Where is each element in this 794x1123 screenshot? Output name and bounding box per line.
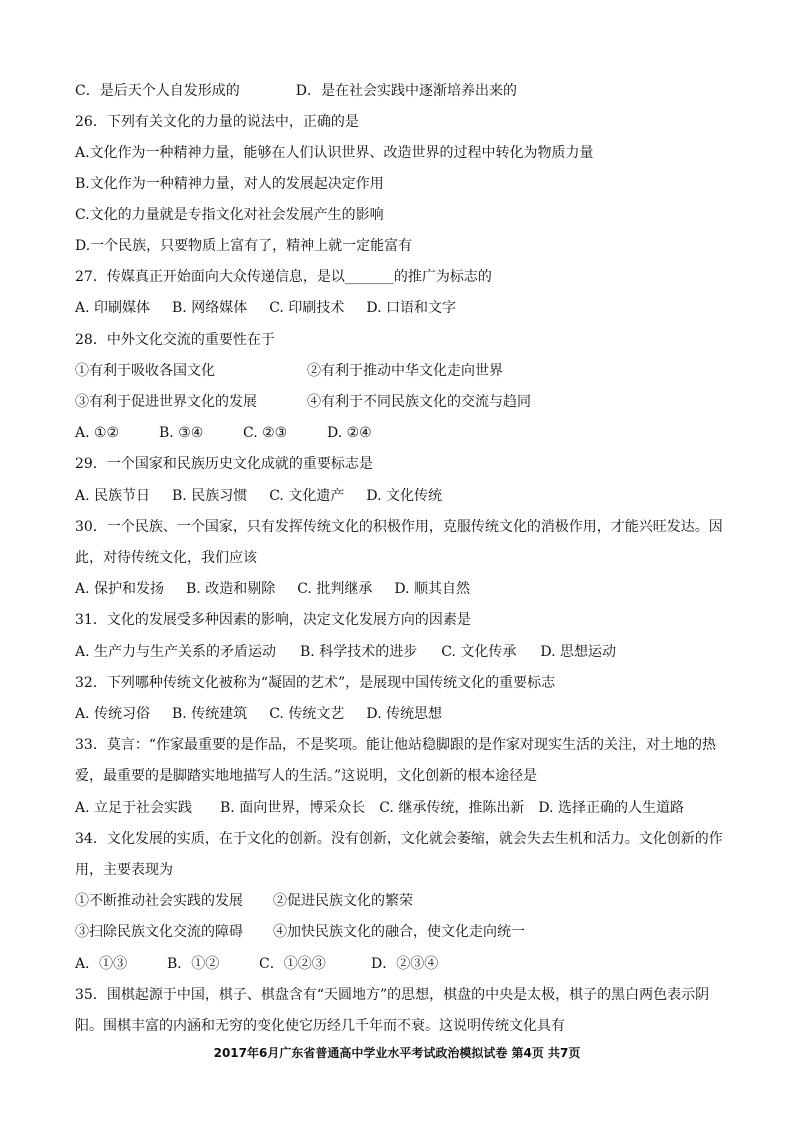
- question-34: 34．文化发展的实质，在于文化的创新。没有创新，文化就会萎缩，就会失去生机和活力。文化创新的作: [75, 831, 723, 847]
- statement-1: ①有利于吸收各国文化: [75, 363, 215, 379]
- option-d: D. 口语和文字: [366, 300, 456, 316]
- question-33: 33．莫言：“作家最重要的是作品，不是奖项。能让他站稳脚跟的是作家对现实生活的关注，对土地的热: [75, 737, 716, 753]
- statement-2: ②促进民族文化的繁荣: [273, 893, 413, 909]
- option-c: C. ②③: [243, 425, 288, 441]
- option-d: D. 传统思想: [366, 706, 442, 722]
- option-d: D．②③④: [371, 956, 439, 972]
- question-28: 28．中外文化交流的重要性在于: [75, 332, 275, 348]
- option-a: A. 保护和发扬: [75, 581, 165, 597]
- option-b: B. 科学技术的进步: [300, 644, 418, 660]
- option-c: C．是后天个人自发形成的: [75, 83, 240, 99]
- option-a: A. 立足于社会实践: [75, 800, 193, 816]
- option-c: C. 文化遗产: [269, 488, 345, 504]
- option-c: C. 印刷技术: [269, 300, 345, 316]
- statement-line: [75, 392, 531, 412]
- option-b: B. 改造和剔除: [186, 581, 276, 597]
- option-d: D. ②④: [327, 425, 372, 441]
- question-34-continued: 用，主要表现为: [75, 862, 173, 878]
- option-d: D. 选择正确的人生道路: [538, 800, 684, 816]
- option-line: [75, 298, 456, 318]
- option-a: A. 印刷媒体: [75, 300, 151, 316]
- option-line: B.文化作为一种精神力量，对人的发展起决定作用: [75, 176, 384, 192]
- option-c: C. 文化传承: [441, 644, 517, 660]
- option-line: [75, 704, 442, 724]
- option-a: A. 民族节日: [75, 488, 151, 504]
- option-a: A. ①②: [75, 425, 120, 441]
- question-30-continued: 此，对待传统文化，我们应该: [75, 550, 257, 566]
- option-b: B. 传统建筑: [172, 706, 248, 722]
- statement-2: ②有利于推动中华文化走向世界: [307, 363, 503, 379]
- option-d: D. 顺其自然: [394, 581, 470, 597]
- question-26: 26．下列有关文化的力量的说法中，正确的是: [75, 114, 359, 130]
- option-b: B. 面向世界，博采众长: [220, 800, 366, 816]
- option-c: C. 继承传统，推陈出新: [379, 800, 525, 816]
- option-d: D. 文化传统: [366, 488, 442, 504]
- question-35-continued: 阳。围棋丰富的内涵和无穷的变化使它历经几千年而不衰。这说明传统文化具有: [75, 1018, 565, 1034]
- question-33-continued: 爱，最重要的是脚踏实地地描写人的生活。”这说明，文化创新的根本途径是: [75, 768, 538, 784]
- option-b: B. ③④: [159, 425, 204, 441]
- statement-4: ④有利于不同民族文化的交流与趋同: [307, 394, 531, 410]
- option-a: A. 生产力与生产关系的矛盾运动: [75, 644, 277, 660]
- option-a: A. 传统习俗: [75, 706, 151, 722]
- statement-4: ④加快民族文化的融合，使文化走向统一: [273, 924, 525, 940]
- question-27: 27．传媒真正开始面向大众传递信息，是以_______的推广为标志的: [75, 269, 492, 285]
- option-b: B. 网络媒体: [172, 300, 248, 316]
- statement-3: ③扫除民族文化交流的障碍: [75, 924, 243, 940]
- option-c: C. 传统文艺: [269, 706, 345, 722]
- question-32: 32．下列哪种传统文化被称为“凝固的艺术”，是展现中国传统文化的重要标志: [75, 675, 556, 691]
- option-a: A．①③: [75, 956, 128, 972]
- option-line: D.一个民族，只要物质上富有了，精神上就一定能富有: [75, 238, 413, 254]
- option-line: A.文化作为一种精神力量，能够在人们认识世界、改造世界的过程中转化为物质力量: [75, 145, 594, 161]
- option-c: C. 批判继承: [297, 581, 373, 597]
- option-line: [75, 81, 517, 101]
- question-30: 30．一个民族、一个国家，只有发挥传统文化的积极作用，克服传统文化的消极作用，才能兴旺发达。因: [75, 519, 723, 535]
- option-line: [75, 954, 438, 974]
- option-d: D. 思想运动: [540, 644, 616, 660]
- option-line: C.文化的力量就是专指文化对社会发展产生的影响: [75, 207, 384, 223]
- option-line: [75, 486, 442, 506]
- statement-line: [75, 361, 503, 381]
- option-c: C．①②③: [259, 956, 326, 972]
- option-b: B．①②: [167, 956, 220, 972]
- option-line: [75, 423, 372, 443]
- statement-3: ③有利于促进世界文化的发展: [75, 394, 257, 410]
- question-31: 31．文化的发展受多种因素的影响，决定文化发展方向的因素是: [75, 612, 471, 628]
- option-d: D．是在社会实践中逐渐培养出来的: [295, 83, 517, 99]
- option-b: B. 民族习惯: [172, 488, 248, 504]
- option-line: [75, 579, 470, 599]
- statement-1: ①不断推动社会实践的发展: [75, 893, 243, 909]
- page-footer: 2017年6月广东省普通高中学业水平考试政治模拟试卷 第4页 共7页: [213, 1046, 581, 1060]
- question-29: 29．一个国家和民族历史文化成就的重要标志是: [75, 456, 373, 472]
- option-line: [75, 642, 616, 662]
- question-35: 35．围棋起源于中国，棋子、棋盘含有“天圆地方”的思想，棋盘的中央是太极，棋子的黑白两色表示阴: [75, 987, 710, 1003]
- statement-line: [75, 922, 525, 942]
- statement-line: [75, 891, 413, 911]
- option-line: [75, 798, 684, 818]
